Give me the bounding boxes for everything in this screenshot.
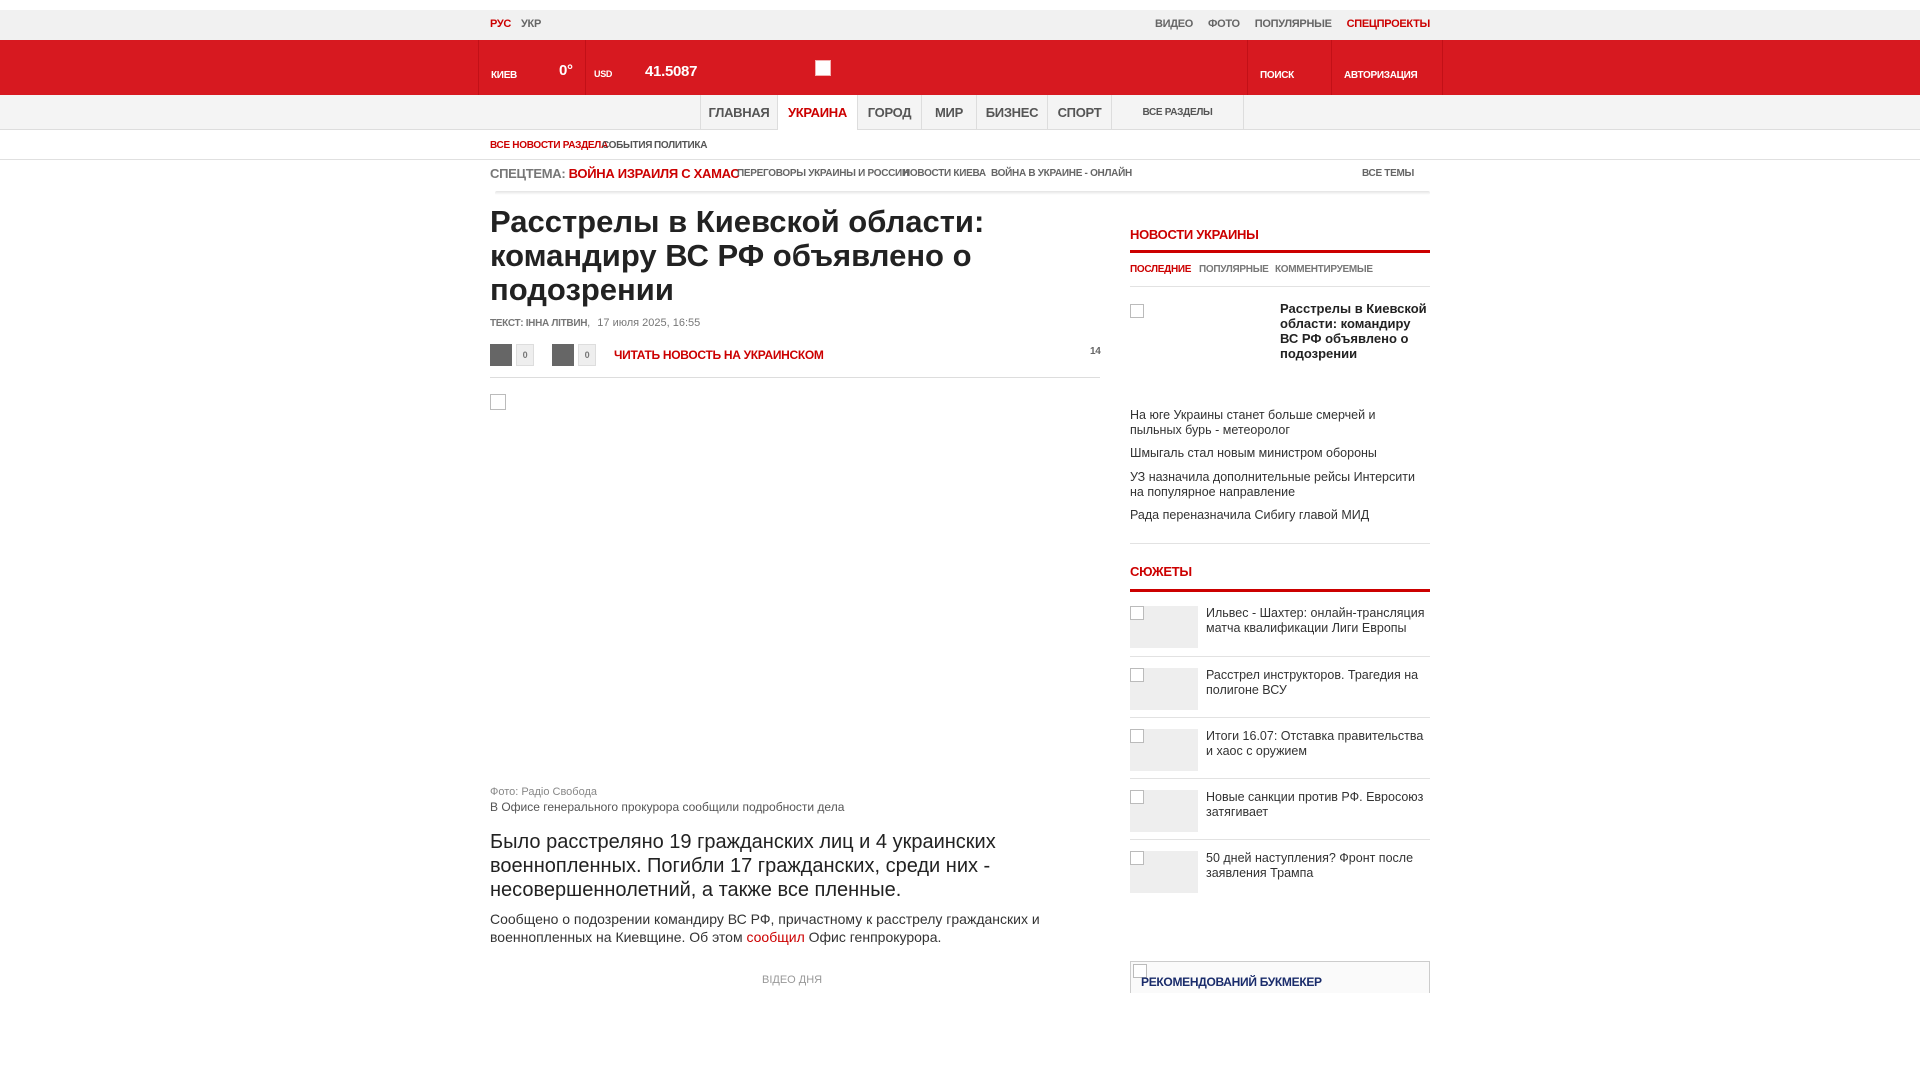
- read-in-ukrainian-link[interactable]: ЧИТАТЬ НОВОСТЬ НА УКРАИНСКОМ: [614, 348, 824, 362]
- nav-item-ukraine[interactable]: УКРАИНА: [777, 95, 857, 130]
- top-links: [1155, 18, 1430, 30]
- divider-shadow: [495, 191, 1430, 195]
- photo-caption: В Офисе генерального прокурора сообщили подробности дела: [490, 800, 845, 814]
- bookmaker-banner[interactable]: [1130, 961, 1430, 993]
- theme-link-kyiv-news[interactable]: НОВОСТИ КИЕВА: [903, 168, 986, 179]
- featured-image-placeholder[interactable]: [1130, 304, 1144, 318]
- story-divider: [1130, 656, 1430, 657]
- views-count: 14: [1090, 346, 1101, 357]
- article-image-placeholder: [490, 394, 506, 410]
- section-subnav: [0, 131, 1920, 160]
- story-title[interactable]: Новые санкции против РФ. Евросоюз затягивает: [1206, 790, 1424, 819]
- telegram-share-count: 0: [578, 344, 596, 366]
- featured-news-link[interactable]: Расстрелы в Киевской области: командиру ВС РФ объявлено о подозрении: [1280, 301, 1427, 361]
- nav-item-world[interactable]: МИР: [921, 95, 976, 130]
- popular-link[interactable]: ПОПУЛЯРНЫЕ: [1254, 18, 1332, 30]
- auth-button[interactable]: [1331, 40, 1443, 95]
- ukraine-news-heading[interactable]: НОВОСТИ УКРАИНЫ: [1130, 227, 1259, 242]
- ukraine-news-redline: [1130, 250, 1430, 253]
- currency-widget[interactable]: [585, 40, 725, 95]
- spectema-link[interactable]: ВОЙНА ИЗРАИЛЯ С ХАМАС: [568, 166, 740, 181]
- news-item[interactable]: Рада переназначила Сибигу главой МИД: [1130, 508, 1370, 522]
- story-item[interactable]: [1130, 851, 1430, 911]
- stories-redline: [1130, 589, 1430, 592]
- main-nav: [0, 95, 1920, 130]
- weather-widget[interactable]: [478, 40, 585, 95]
- story-title[interactable]: Ильвес - Шахтер: онлайн-трансляция матча квалификации Лиги Европы: [1206, 606, 1425, 635]
- news-item[interactable]: Шмыгаль стал новым министром обороны: [1130, 446, 1377, 460]
- stories-heading[interactable]: СЮЖЕТЫ: [1130, 564, 1192, 579]
- photo-credit: Фото: Радіо Свобода: [490, 786, 598, 798]
- article-byline: ТЕКСТ: ІННА ЛІТВИН, 17 июля 2025, 16:55: [490, 317, 701, 329]
- story-divider: [1130, 839, 1430, 840]
- article-date: 17 июля 2025, 16:55: [597, 317, 701, 329]
- story-item[interactable]: [1130, 729, 1430, 789]
- story-thumbnail[interactable]: [1130, 790, 1198, 832]
- tab-latest[interactable]: ПОСЛЕДНИЕ: [1130, 264, 1192, 275]
- nav-item-all-sections[interactable]: ВСЕ РАЗДЕЛЫ: [1111, 95, 1244, 130]
- photo-link[interactable]: ФОТО: [1208, 18, 1240, 30]
- nav-item-main[interactable]: ГЛАВНАЯ: [700, 95, 777, 130]
- story-title[interactable]: Итоги 16.07: Отставка правительства и хаос с оружием: [1206, 729, 1424, 758]
- tabs-divider: [1130, 286, 1430, 287]
- story-thumbnail[interactable]: [1130, 729, 1198, 771]
- lang-ru-link[interactable]: РУС: [490, 18, 512, 30]
- nav-item-city[interactable]: ГОРОД: [857, 95, 921, 130]
- story-item[interactable]: [1130, 606, 1430, 666]
- facebook-share-count: 0: [516, 344, 534, 366]
- image-placeholder-icon: [1130, 790, 1144, 804]
- image-placeholder-icon: [1130, 729, 1144, 743]
- story-divider: [1130, 778, 1430, 779]
- news-item[interactable]: На юге Украины станет больше смерчей и пыльных бурь - метеоролог: [1130, 408, 1376, 437]
- subnav-events[interactable]: СОБЫТИЯ: [602, 140, 653, 151]
- nav-item-sport[interactable]: СПОРТ: [1047, 95, 1111, 130]
- search-button[interactable]: [1247, 40, 1331, 95]
- article-lead: Было расстреляно 19 гражданских лиц и 4 украинских военнопленных. Погибли 17 гражданских, среди них - несовершеннолетний, а также все пленные.: [490, 831, 996, 901]
- article-title: Расстрелы в Киевской области: командиру ВС РФ объявлено о подозрении: [490, 204, 985, 307]
- temperature: 0°: [559, 62, 573, 79]
- currency-label: USD: [594, 69, 613, 79]
- nav-item-business[interactable]: БИЗНЕС: [976, 95, 1047, 130]
- image-placeholder-icon: [1130, 851, 1144, 865]
- site-logo[interactable]: [815, 60, 831, 76]
- subnav-all-news[interactable]: ВСЕ НОВОСТИ РАЗДЕЛА: [490, 140, 608, 151]
- lang-ua-link[interactable]: УКР: [521, 18, 541, 30]
- city-label: КИЕВ: [491, 70, 517, 81]
- article-divider: [490, 377, 1100, 378]
- theme-link-negotiations[interactable]: ПЕРЕГОВОРЫ УКРАИНЫ И РОССИИ: [737, 168, 909, 179]
- story-title[interactable]: Расстрел инструкторов. Трагедия на полигоне ВСУ: [1206, 668, 1419, 697]
- image-placeholder-icon: [1130, 668, 1144, 682]
- facebook-share-icon[interactable]: [490, 344, 512, 366]
- source-link[interactable]: сообщил: [746, 929, 805, 945]
- body-text-before: Сообщено о подозрении командиру ВС РФ, причастному к расстрелу гражданских и военнопленных на Киевщине. Об этом: [490, 911, 1040, 945]
- body-text-after: Офис генпрокурора.: [804, 929, 942, 945]
- currency-rate: 41.5087: [645, 63, 698, 80]
- tab-popular[interactable]: ПОПУЛЯРНЫЕ: [1199, 264, 1269, 275]
- image-placeholder-icon: [1130, 606, 1144, 620]
- subnav-politics[interactable]: ПОЛИТИКА: [654, 140, 708, 151]
- video-link[interactable]: ВИДЕО: [1154, 18, 1194, 30]
- top-bar: [0, 10, 1920, 40]
- spectema-bar: [490, 166, 739, 181]
- video-of-day-label: ВІДЕО ДНЯ: [762, 974, 823, 986]
- bookmaker-label: РЕКОМЕНДОВАНИЙ БУКМЕКЕР: [1141, 975, 1322, 989]
- story-item[interactable]: [1130, 668, 1430, 728]
- story-divider: [1130, 717, 1430, 718]
- theme-link-war-online[interactable]: ВОЙНА В УКРАИНЕ - ОНЛАЙН: [991, 168, 1132, 179]
- site-header: [0, 40, 1920, 95]
- story-item[interactable]: [1130, 790, 1430, 850]
- story-thumbnail[interactable]: [1130, 606, 1198, 648]
- story-title[interactable]: 50 дней наступления? Фронт после заявления Трампа: [1206, 851, 1414, 880]
- story-thumbnail[interactable]: [1130, 851, 1198, 893]
- search-label: ПОИСК: [1260, 70, 1294, 81]
- telegram-share-icon[interactable]: [552, 344, 574, 366]
- auth-label: АВТОРИЗАЦИЯ: [1344, 70, 1418, 81]
- spectema-prefix: СПЕЦТЕМА:: [490, 166, 566, 181]
- special-projects-link[interactable]: СПЕЦПРОЕКТЫ: [1346, 18, 1430, 30]
- article-author[interactable]: ТЕКСТ: ІННА ЛІТВИН: [490, 318, 588, 329]
- story-thumbnail[interactable]: [1130, 668, 1198, 710]
- article-body: [490, 910, 1090, 946]
- all-themes-link[interactable]: ВСЕ ТЕМЫ: [1362, 168, 1415, 179]
- tab-commented[interactable]: КОММЕНТИРУЕМЫЕ: [1275, 264, 1373, 275]
- news-item[interactable]: УЗ назначила дополнительные рейсы Интерсити на популярное направление: [1130, 470, 1415, 499]
- news-divider: [1130, 543, 1430, 544]
